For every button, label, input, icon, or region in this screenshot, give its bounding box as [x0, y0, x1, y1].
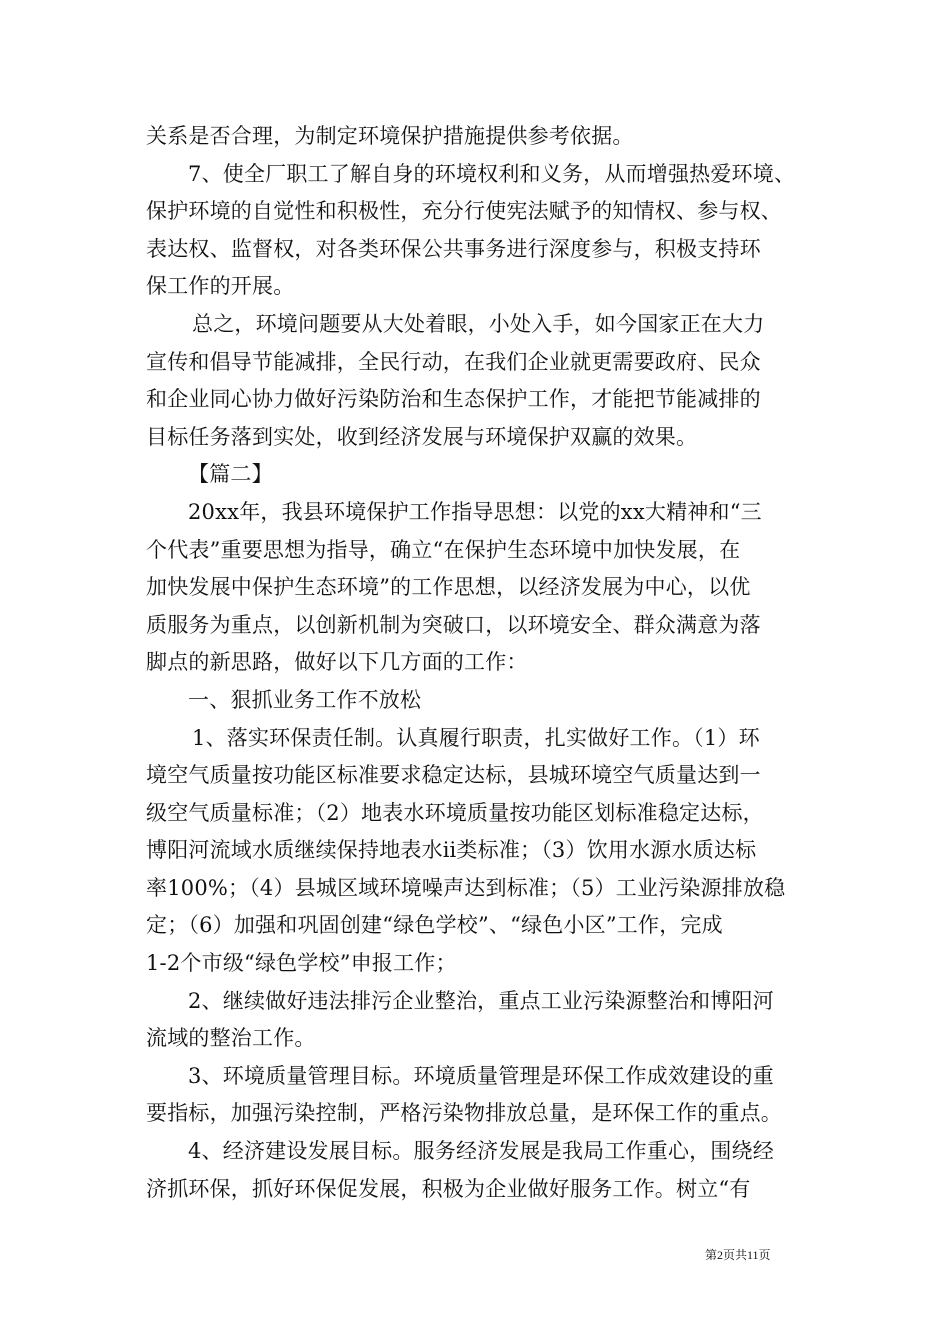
text-line-11: 20xx年，我县环境保护工作指导思想：以党的xx大精神和“三 — [188, 499, 762, 524]
text-line-24: 2、继续做好违法排污企业整治，重点工业污染源整治和博阳河 — [188, 988, 774, 1013]
text-line-8: 和企业同心协力做好污染防治和生态保护工作，才能把节能减排的 — [146, 387, 761, 412]
text-line-13: 加快发展中保护生态环境”的工作思想，以经济发展为中心，以优 — [146, 575, 751, 600]
text-line-14: 质服务为重点，以创新机制为突破口，以环境安全、群众满意为落 — [146, 612, 761, 637]
text-line-4: 表达权、监督权，对各类环保公共事务进行深度参与，积极支持环 — [146, 236, 761, 261]
document-body — [146, 118, 810, 1208]
text-line-1: 关系是否合理，为制定环境保护措施提供参考依据。 — [146, 124, 634, 148]
section-heading: 【篇二】 — [188, 462, 273, 487]
text-line-7: 宣传和倡导节能减排，全民行动，在我们企业就更需要政府、民众 — [146, 349, 761, 374]
page-number: 第2页共11页 — [705, 1248, 771, 1262]
text-line-27: 要指标，加强污染控制，严格污染物排放总量，是环保工作的重点。 — [146, 1101, 782, 1126]
text-line-25: 流域的整治工作。 — [146, 1026, 316, 1051]
text-line-18: 境空气质量按功能区标准要求稳定达标，县城环境空气质量达到一 — [146, 763, 761, 788]
text-line-28: 4、经济建设发展目标。服务经济发展是我局工作重心，围绕经 — [188, 1139, 774, 1164]
text-line-17: 1、落实环保责任制。认真履行职责，扎实做好工作。（1）环 — [192, 725, 760, 750]
text-line-20: 博阳河流域水质继续保持地表水ⅱ类标准；（3）饮用水源水质达标 — [146, 838, 757, 863]
text-line-2: 7、使全厂职工了解自身的环境权利和义务，从而增强热爱环境、 — [188, 161, 796, 186]
text-line-5: 保工作的开展。 — [146, 274, 295, 299]
text-line-21: 率100%；（4）县城区域环境噪声达到标准；（5）工业污染源排放稳 — [146, 875, 786, 900]
text-line-6: 总之，环境问题要从大处着眼，小处入手，如今国家正在大力 — [192, 311, 765, 336]
text-line-15: 脚点的新思路，做好以下几方面的工作： — [146, 650, 528, 675]
text-line-22: 定；（6）加强和巩固创建“绿色学校”、“绿色小区”工作，完成 — [146, 913, 723, 938]
text-line-9: 目标任务落到实处，收到经济发展与环境保护双赢的效果。 — [146, 424, 698, 449]
text-line-12: 个代表”重要思想为指导，确立“在保护生态环境中加快发展，在 — [146, 537, 741, 562]
text-line-23: 1-2个市级“绿色学校”申报工作； — [146, 951, 457, 976]
text-line-19: 级空气质量标准；（2）地表水环境质量按功能区划标准稳定达标， — [146, 800, 764, 825]
text-line-26: 3、环境质量管理目标。环境质量管理是环保工作成效建设的重 — [188, 1063, 774, 1088]
text-line-29: 济抓环保，抓好环保促发展，积极为企业做好服务工作。树立“有 — [146, 1176, 751, 1201]
subheading-line: 一、狠抓业务工作不放松 — [188, 687, 422, 712]
text-line-3: 保护环境的自觉性和积极性，充分行使宪法赋予的知情权、参与权、 — [146, 199, 782, 224]
